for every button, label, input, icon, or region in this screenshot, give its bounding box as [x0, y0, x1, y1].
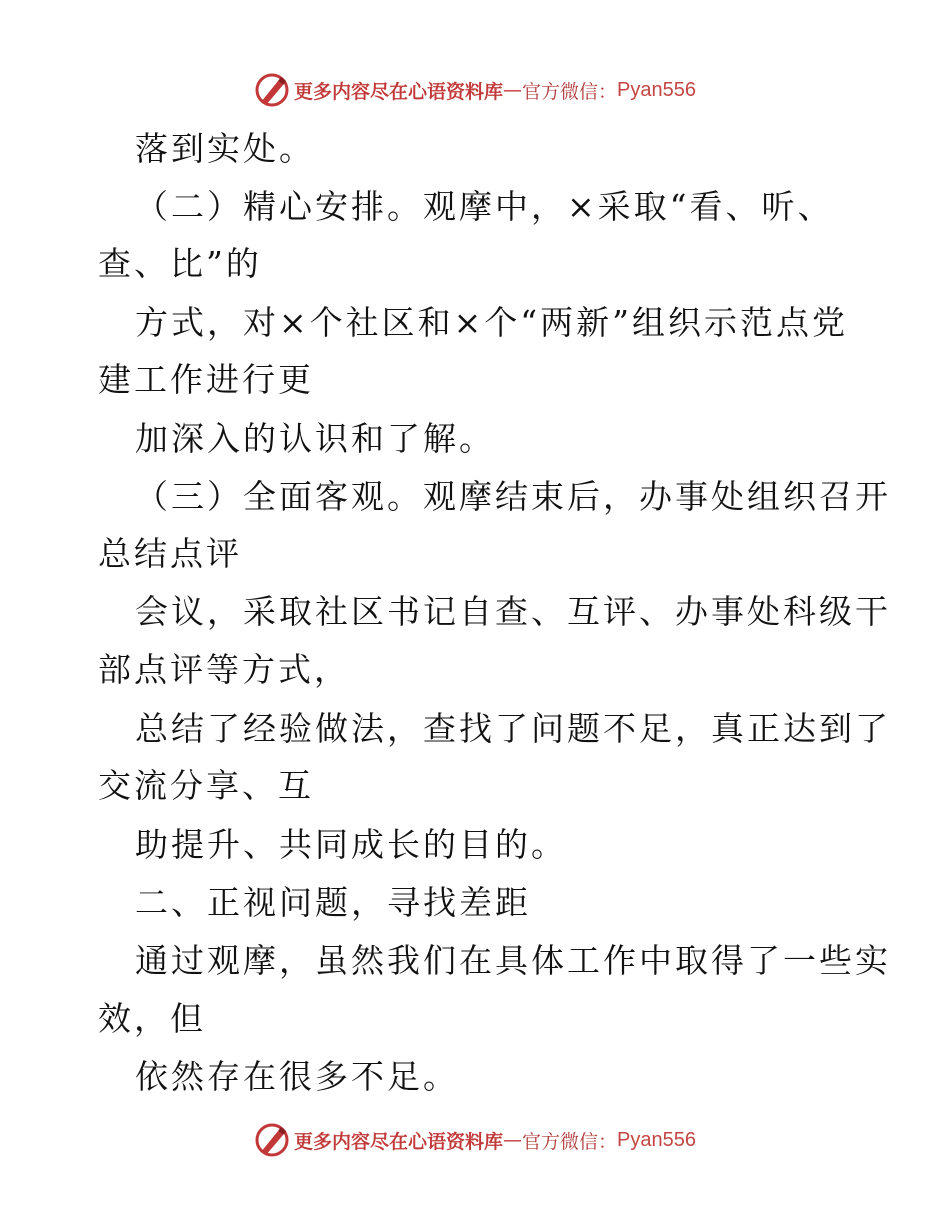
banner-secondary-text: 官方微信：: [522, 1130, 618, 1153]
text-line: 效，但: [98, 999, 206, 1038]
text-line: 通过观摩，虽然我们在具体工作中取得了一些实: [135, 941, 891, 980]
text-line: 部点评等方式，: [98, 650, 350, 689]
text-line: 方式，对×个社区和×个“两新”组织示范点党: [135, 303, 849, 342]
header-watermark-banner: [0, 70, 950, 110]
text-line: （三）全面客观。观摩结束后，办事处组织召开: [135, 477, 891, 516]
text-line: 加深入的认识和了解。: [135, 419, 495, 458]
text-line: 总结了经验做法，查找了问题不足，真正达到了: [135, 709, 891, 748]
banner-secondary-text: 官方微信：: [522, 80, 618, 103]
text-line: 总结点评: [98, 534, 242, 573]
text-line: 依然存在很多不足。: [135, 1057, 459, 1096]
banner-main-text: 更多内容尽在心语资料库: [294, 80, 504, 103]
banner-dash: —: [503, 1129, 523, 1151]
banner-account: Pyan556: [617, 1128, 696, 1151]
text-line: 查、比”的: [98, 244, 262, 283]
banner-main-text: 更多内容尽在心语资料库: [294, 1130, 504, 1153]
section-heading: 二、正视问题，寻找差距: [135, 883, 531, 922]
text-line: 落到实处。: [135, 129, 315, 168]
text-line: 交流分享、互: [98, 766, 314, 805]
banner-dash: —: [503, 79, 523, 101]
red-pen-circle-logo-icon: [254, 1122, 290, 1158]
text-line: 建工作进行更: [98, 360, 314, 399]
text-line: （二）精心安排。观摩中，×采取“看、听、: [135, 187, 834, 226]
red-pen-circle-logo-icon: [254, 72, 290, 108]
footer-watermark-banner: [0, 1120, 950, 1160]
banner-account: Pyan556: [617, 78, 696, 101]
text-line: 助提升、共同成长的目的。: [135, 825, 567, 864]
text-line: 会议，采取社区书记自查、互评、办事处科级干: [135, 592, 891, 631]
